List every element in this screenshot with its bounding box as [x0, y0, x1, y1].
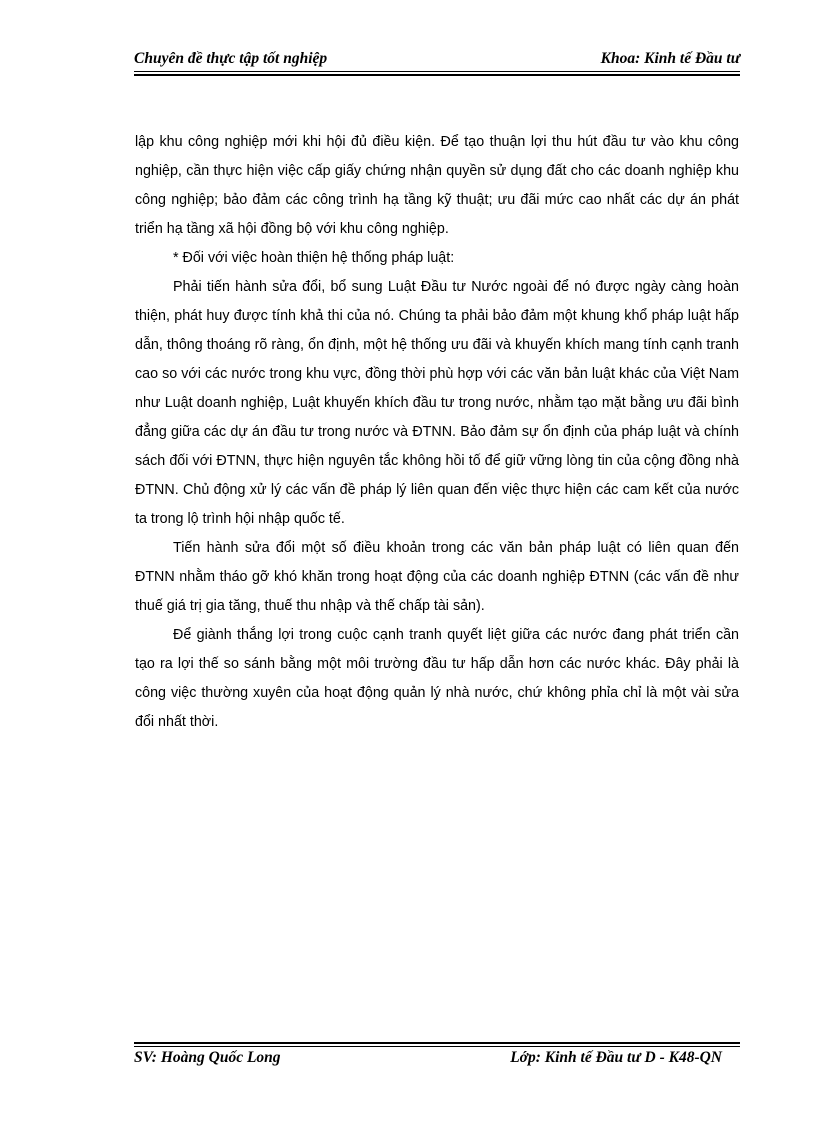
footer-rule-thin — [134, 1046, 740, 1047]
section-heading: * Đối với việc hoàn thiện hệ thống pháp luật: — [173, 250, 455, 266]
footer-student: SV: Hoàng Quốc Long — [134, 1049, 281, 1066]
page-footer — [134, 1049, 740, 1071]
body-text — [135, 128, 739, 737]
footer-class: Lớp: Kinh tế Đầu tư D - K48-QN — [510, 1049, 722, 1066]
page-header — [134, 50, 740, 72]
footer-rule-thick — [134, 1042, 740, 1044]
paragraph: Tiến hành sửa đổi một số điều khoản trong các văn bản pháp luật có liên quan đến ĐTNN nhằm tháo gỡ khó khăn trong hoạt động của các doanh nghiệp ĐTNN (các vấn đề như thuế giá trị gia tăng, thuế thu nhập và thế chấp tài sản). — [135, 540, 739, 614]
paragraph: Để giành thắng lợi trong cuộc cạnh tranh quyết liệt giữa các nước đang phát triển cần tạo ra lợi thế so sánh bằng một môi trường đầu tư hấp dẫn hơn các nước khác. Đây phải là công việc thường xuyên của hoạt động quản lý nhà nước, chứ không phỉa chỉ là một vài sửa đổi nhất thời. — [135, 627, 739, 730]
header-rule-thick — [134, 74, 740, 76]
header-rule-thin — [134, 71, 740, 72]
header-faculty: Khoa: Kinh tế Đầu tư — [600, 50, 740, 67]
paragraph-continuation: lập khu công nghiệp mới khi hội đủ điều kiện. Để tạo thuận lợi thu hút đầu tư vào khu công nghiệp, cần thực hiện việc cấp giấy chứng nhận quyền sử dụng đất cho các doanh nghiệp khu công nghiệp; bảo đảm các công trình hạ tầng kỹ thuật; ưu đãi mức cao nhất các dự án phát triển hạ tầng xã hội đồng bộ với khu công nghiệp. — [135, 134, 739, 237]
paragraph: Phải tiến hành sửa đổi, bổ sung Luật Đầu tư Nước ngoài để nó được ngày càng hoàn thiện, phát huy được tính khả thi của nó. Chúng ta phải bảo đảm một khung khổ pháp luật hấp dẫn, thông thoáng rõ ràng, ổn định, một hệ thống ưu đãi và khuyến khích mang tính cạnh tranh cao so với các nước trong khu vực, đồng thời phù hợp với các văn bản luật khác của Việt Nam như Luật doanh nghiệp, Luật khuyến khích đầu tư trong nước, nhằm tạo mặt bằng ưu đãi bình đẳng giữa các dự án đầu tư trong nước và ĐTNN. Bảo đảm sự ổn định của pháp luật và chính sách đối với ĐTNN, thực hiện nguyên tắc không hồi tố để giữ vững lòng tin của cộng đồng nhà ĐTNN. Chủ động xử lý các vấn đề pháp lý liên quan đến việc thực hiện các cam kết của nước ta trong lộ trình hội nhập quốc tế. — [135, 279, 739, 527]
header-title: Chuyên đề thực tập tốt nghiệp — [134, 50, 328, 67]
